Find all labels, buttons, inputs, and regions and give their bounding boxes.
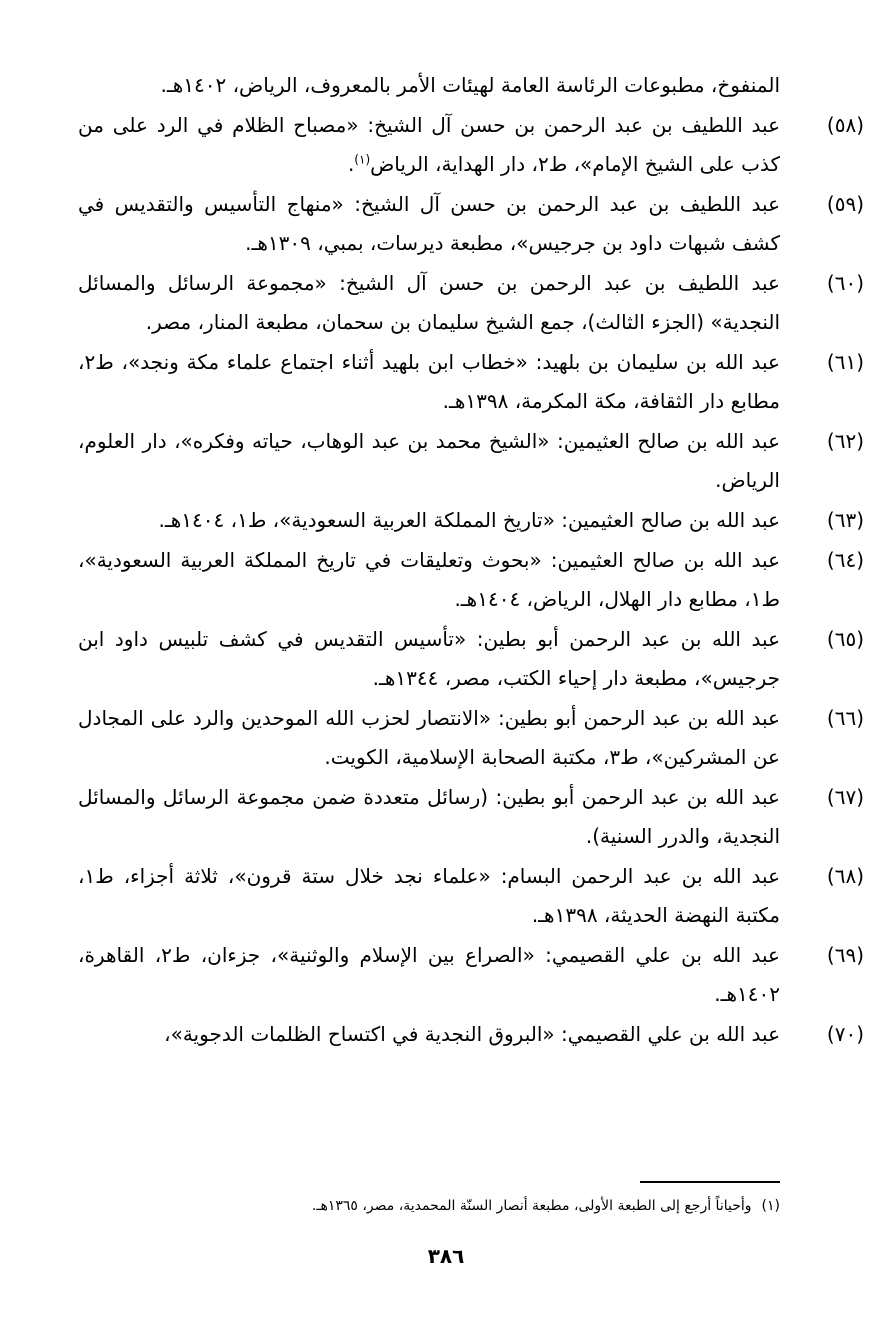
entry-number: (٦٠)	[826, 271, 864, 295]
bibliography-entry	[78, 185, 864, 263]
footnote-text: وأحياناً أرجع إلى الطبعة الأولى، مطبعة أنصار السنّة المحمدية، مصر، ١٣٦٥هـ.	[311, 1198, 752, 1214]
entry-text: عبد الله بن عبد الرحمن أبو بطين: «تأسيس التقديس في كشف تلبيس داود ابن جرجيس»، مطبعة دار إحياء الكتب، مصر، ١٣٤٤هـ.	[78, 627, 780, 690]
footnote-reference: (١)	[354, 152, 371, 167]
bibliography-entry	[78, 501, 864, 540]
footnote-number: (١)	[761, 1198, 780, 1214]
entry-text: عبد اللطيف بن عبد الرحمن بن حسن آل الشيخ: «مجموعة الرسائل والمسائل النجدية» (الجزء الثالث)، جمع الشيخ سليمان بن سحمان، مطبعة المنار، مصر.	[78, 271, 780, 334]
entry-text: عبد الله بن عبد الرحمن أبو بطين: (رسائل متعددة ضمن مجموعة الرسائل والمسائل النجدية، والدرر السنية).	[78, 785, 780, 848]
bibliography-list	[78, 106, 864, 1054]
entry-number: (٦٦)	[826, 706, 864, 730]
entry-text: عبد الله بن صالح العثيمين: «بحوث وتعليقات في تاريخ المملكة العربية السعودية»، ط١، مطابع دار الهلال، الرياض، ١٤٠٤هـ.	[78, 548, 780, 611]
bibliography-entry	[78, 857, 864, 935]
entry-number: (٦٩)	[826, 943, 864, 967]
page-number: ٣٨٦	[427, 1244, 465, 1268]
bibliography-entry	[78, 541, 864, 619]
bibliography-entry	[78, 106, 864, 184]
bibliography-entry	[78, 936, 864, 1014]
entry-number: (٦٨)	[826, 864, 864, 888]
entry-text: عبد الله بن صالح العثيمين: «تاريخ المملكة العربية السعودية»، ط١، ١٤٠٤هـ.	[158, 508, 780, 532]
entry-number: (٦٧)	[826, 785, 864, 809]
entry-number: (٦٢)	[826, 429, 864, 453]
bibliography-entry	[78, 422, 864, 500]
entry-text: عبد الله بن عبد الرحمن البسام: «علماء نجد خلال ستة قرون»، ثلاثة أجزاء، ط١، مكتبة النهضة الحديثة، ١٣٩٨هـ.	[78, 864, 780, 927]
bibliography-entry	[78, 1015, 864, 1054]
entry-tail: .	[347, 152, 355, 176]
entry-text: عبد الله بن سليمان بن بلهيد: «خطاب ابن بلهيد أثناء اجتماع علماء مكة ونجد»، ط٢، مطابع دار الثقافة، مكة المكرمة، ١٣٩٨هـ.	[78, 350, 780, 413]
bibliography-entry	[78, 778, 864, 856]
bibliography-entry	[78, 264, 864, 342]
entry-number: (٧٠)	[826, 1022, 864, 1046]
entry-number: (٦٣)	[826, 508, 864, 532]
entry-text: عبد الله بن علي القصيمي: «البروق النجدية في اكتساح الظلمات الدجوية»،	[164, 1022, 780, 1046]
entry-number: (٥٨)	[826, 113, 864, 137]
entry-text: عبد الله بن عبد الرحمن أبو بطين: «الانتصار لحزب الله الموحدين والرد على المجادل عن المشركين»، ط٣، مكتبة الصحابة الإسلامية، الكويت.	[78, 706, 780, 769]
entry-text: عبد الله بن علي القصيمي: «الصراع بين الإسلام والوثنية»، جزءان، ط٢، القاهرة، ١٤٠٢هـ.	[78, 943, 780, 1006]
entry-text: عبد اللطيف بن عبد الرحمن بن حسن آل الشيخ: «منهاج التأسيس والتقديس في كشف شبهات داود بن جرجيس»، مطبعة ديرسات، بمبي، ١٣٠٩هـ.	[78, 192, 780, 255]
bibliography-entry	[78, 620, 864, 698]
bibliography-entry	[78, 343, 864, 421]
bibliography-entry	[78, 699, 864, 777]
entry-number: (٦٥)	[826, 627, 864, 651]
continuation-text: المنفوخ، مطبوعات الرئاسة العامة لهيئات الأمر بالمعروف، الرياض، ١٤٠٢هـ.	[160, 73, 780, 97]
entry-text: عبد اللطيف بن عبد الرحمن بن حسن آل الشيخ: «مصباح الظلام في الرد على من كذب على الشيخ الإمام»، ط٢، دار الهداية، الرياض	[78, 113, 780, 176]
footnote	[78, 1193, 780, 1219]
footnote-separator	[640, 1181, 780, 1183]
entry-number: (٦٤)	[826, 548, 864, 572]
entry-number: (٥٩)	[826, 192, 864, 216]
entry-number: (٦١)	[826, 350, 864, 374]
entry-text: عبد الله بن صالح العثيمين: «الشيخ محمد بن عبد الوهاب، حياته وفكره»، دار العلوم، الرياض.	[78, 429, 780, 492]
